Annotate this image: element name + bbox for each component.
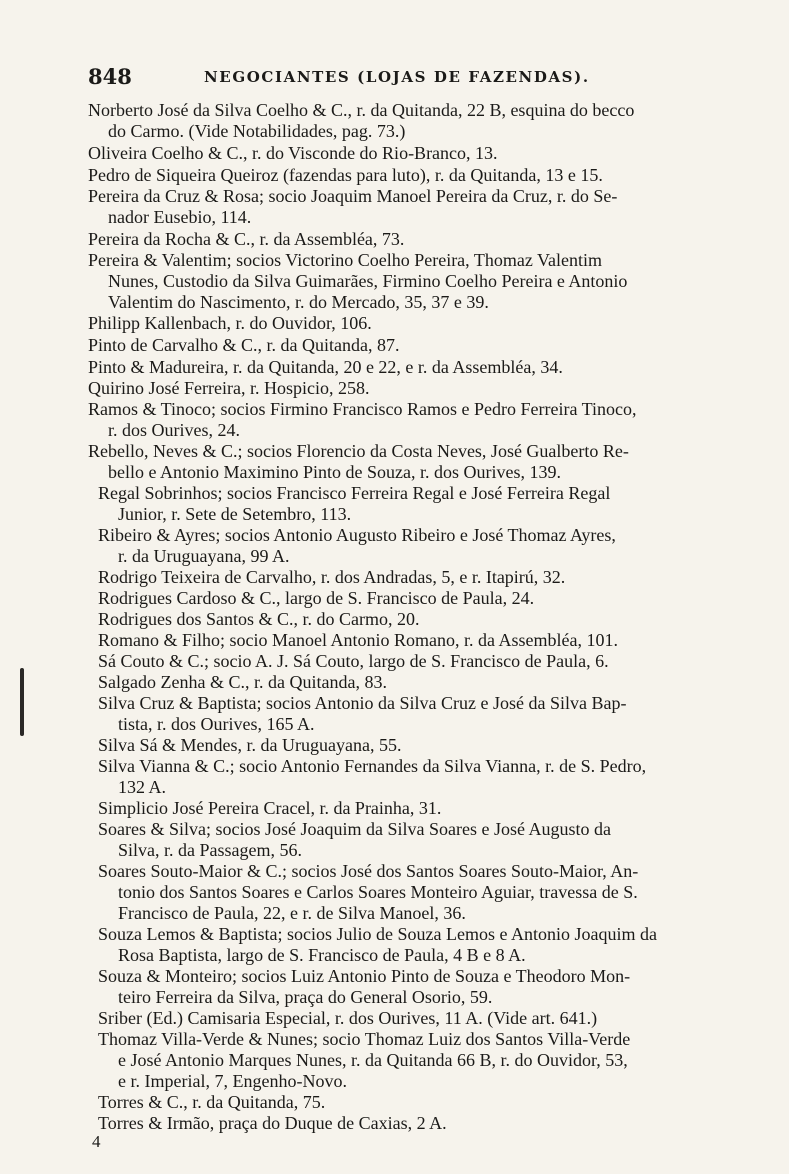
entry-line: Silva Cruz & Baptista; socios Antonio da Silva Cruz e José da Silva Bap- [98,693,627,713]
entry-line: bello e Antonio Maximino Pinto de Souza, r. dos Ourives, 139. [108,462,561,482]
entry-line: Salgado Zenha & C., r. da Quitanda, 83. [98,672,387,692]
entry-line: Valentim do Nascimento, r. do Mercado, 35, 37 e 39. [108,292,489,312]
entry-line: tista, r. dos Ourives, 165 A. [118,714,315,734]
entry-line: Romano & Filho; socio Manoel Antonio Romano, r. da Assembléa, 101. [98,630,618,650]
entry-line: Rosa Baptista, largo de S. Francisco de Paula, 4 B e 8 A. [118,945,526,965]
entry-line: r. dos Ourives, 24. [108,420,240,440]
entry-line: Rodrigues Cardoso & C., largo de S. Francisco de Paula, 24. [98,588,535,608]
entry-line: Silva, r. da Passagem, 56. [118,840,302,860]
entry-line: Quirino José Ferreira, r. Hospicio, 258. [88,378,370,398]
entry-line: do Carmo. (Vide Notabilidades, pag. 73.) [108,121,406,141]
entry-line: Souza Lemos & Baptista; socios Julio de Souza Lemos e Antonio Joaquim da [98,924,657,944]
entry-line: nador Eusebio, 114. [108,207,252,227]
entry-line: Soares Souto-Maior & C.; socios José dos Santos Soares Souto-Maior, An- [98,861,639,881]
entry-line: 132 A. [118,777,167,797]
entry-line: Rodrigo Teixeira de Carvalho, r. dos Andradas, 5, e r. Itapirú, 32. [98,567,566,587]
entry-line: Pereira da Rocha & C., r. da Assembléa, 73. [88,229,405,249]
running-title: NEGOCIANTES (LOJAS DE FAZENDAS). [204,68,590,86]
entry-line: Pereira & Valentim; socios Victorino Coelho Pereira, Thomaz Valentim [88,250,602,270]
entry-line: Ramos & Tinoco; socios Firmino Francisco Ramos e Pedro Ferreira Tinoco, [88,399,637,419]
entry-line: Torres & C., r. da Quitanda, 75. [98,1092,326,1112]
entry-line: Nunes, Custodio da Silva Guimarães, Firmino Coelho Pereira e Antonio [108,271,628,291]
entry-line: Silva Sá & Mendes, r. da Uruguayana, 55. [98,735,402,755]
entry-line: Norberto José da Silva Coelho & C., r. da Quitanda, 22 B, esquina do becco [88,100,635,120]
entry-line: Ribeiro & Ayres; socios Antonio Augusto Ribeiro e José Thomaz Ayres, [98,525,616,545]
entry-line: Sá Couto & C.; socio A. J. Sá Couto, largo de S. Francisco de Paula, 6. [98,651,609,671]
entry-line: e José Antonio Marques Nunes, r. da Quitanda 66 B, r. do Ouvidor, 53, [118,1050,628,1070]
entry-line: r. da Uruguayana, 99 A. [118,546,290,566]
entry-line: Silva Vianna & C.; socio Antonio Fernandes da Silva Vianna, r. de S. Pedro, [98,756,647,776]
entry-line: Simplicio José Pereira Cracel, r. da Prainha, 31. [98,798,442,818]
entry-line: teiro Ferreira da Silva, praça do General Osorio, 59. [118,987,493,1007]
entry-line: Pinto & Madureira, r. da Quitanda, 20 e 22, e r. da Assembléa, 34. [88,357,563,377]
margin-mark [20,668,24,736]
footer-mark: 4 [92,1132,101,1151]
entry-line: Pedro de Siqueira Queiroz (fazendas para luto), r. da Quitanda, 13 e 15. [88,165,603,185]
entry-line: Oliveira Coelho & C., r. do Visconde do Rio-Branco, 13. [88,143,498,163]
page-number: 848 [88,64,132,89]
entry-line: Sriber (Ed.) Camisaria Especial, r. dos Ourives, 11 A. (Vide art. 641.) [98,1008,598,1028]
entry-line: Philipp Kallenbach, r. do Ouvidor, 106. [88,313,372,333]
entry-line: Junior, r. Sete de Setembro, 113. [118,504,352,524]
entry-line: Regal Sobrinhos; socios Francisco Ferreira Regal e José Ferreira Regal [98,483,611,503]
entry-line: e r. Imperial, 7, Engenho-Novo. [118,1071,347,1091]
entry-line: Pereira da Cruz & Rosa; socio Joaquim Manoel Pereira da Cruz, r. do Se- [88,186,618,206]
entry-line: Souza & Monteiro; socios Luiz Antonio Pinto de Souza e Theodoro Mon- [98,966,631,986]
entry-line: Francisco de Paula, 22, e r. de Silva Manoel, 36. [118,903,466,923]
page-header [88,64,728,90]
entry-line: tonio dos Santos Soares e Carlos Soares Monteiro Aguiar, travessa de S. [118,882,638,902]
entry-line: Torres & Irmão, praça do Duque de Caxias, 2 A. [98,1113,447,1133]
entry-line: Thomaz Villa-Verde & Nunes; socio Thomaz Luiz dos Santos Villa-Verde [98,1029,631,1049]
entry-line: Pinto de Carvalho & C., r. da Quitanda, 87. [88,335,400,355]
entry-line: Soares & Silva; socios José Joaquim da Silva Soares e José Augusto da [98,819,611,839]
entry-line: Rebello, Neves & C.; socios Florencio da Costa Neves, José Gualberto Re- [88,441,629,461]
entry-line: Rodrigues dos Santos & C., r. do Carmo, 20. [98,609,420,629]
